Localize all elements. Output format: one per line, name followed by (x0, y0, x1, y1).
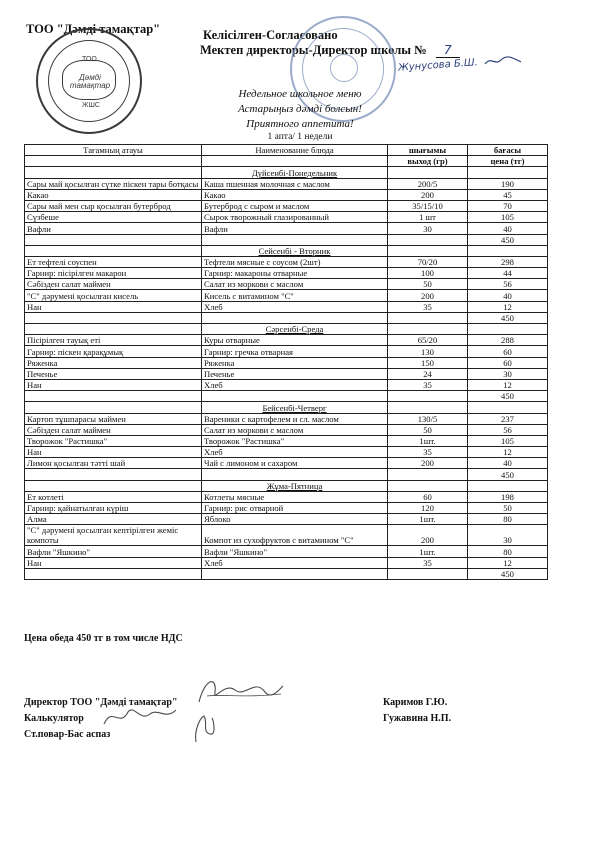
dish-kz: Гарнир: піскен қарақұмық (25, 346, 202, 357)
intro-line1: Недельное школьное меню (238, 88, 362, 100)
total-row (25, 312, 548, 323)
table-row (25, 346, 548, 357)
dish-price: 12 (468, 301, 548, 312)
dish-ru: Тефтели мясные с соусом (2шт) (202, 256, 388, 267)
table-row (25, 458, 548, 469)
dish-price: 44 (468, 268, 548, 279)
dish-kz: Какао (25, 189, 202, 200)
table-row (25, 212, 548, 223)
cook-signature (190, 712, 220, 751)
day-header-row (25, 167, 548, 178)
header-ru: Наименование блюда (202, 145, 388, 156)
dish-ru: Бутерброд с сыром и маслом (202, 200, 388, 211)
dish-ru: Вафли "Яшкино" (202, 546, 388, 557)
dish-ru: Гарнир: макароны отварные (202, 268, 388, 279)
dish-kz: "С" дәрумені қосылған кептірілген жеміс компоты (25, 525, 202, 546)
dish-ru: Чай с лимоном и сахаром (202, 458, 388, 469)
intro-line2: Астарыңыз дәмді болсын! (238, 103, 362, 115)
dish-ru: Хлеб (202, 379, 388, 390)
total-row (25, 234, 548, 245)
dish-ru: Хлеб (202, 447, 388, 458)
dish-ru: Печенье (202, 368, 388, 379)
table-header-row (25, 145, 548, 156)
dish-ru: Ряженка (202, 357, 388, 368)
dish-kz: Ет котлеті (25, 491, 202, 502)
day-header-row (25, 480, 548, 491)
dish-price: 30 (468, 525, 548, 546)
dish-price: 190 (468, 178, 548, 189)
stamp-text-bottom: ЖШС (82, 102, 100, 109)
header-price-kz: бағасы (468, 145, 548, 156)
table-row (25, 223, 548, 234)
dish-kz: Пісірілген тауық еті (25, 335, 202, 346)
table-row (25, 447, 548, 458)
dish-yield: 200 (388, 189, 468, 200)
dish-price: 40 (468, 223, 548, 234)
director-name: Каримов Г.Ю. (383, 697, 448, 708)
dish-price: 105 (468, 435, 548, 446)
price-note: Цена обеда 450 тг в том числе НДС (24, 633, 183, 644)
dish-yield: 130/5 (388, 413, 468, 424)
dish-yield: 50 (388, 279, 468, 290)
cook-label: Ст.повар-Бас аспаз (24, 729, 111, 740)
dish-price: 50 (468, 503, 548, 514)
table-row (25, 178, 548, 189)
header-kz: Тағамның атауы (25, 145, 202, 156)
dish-yield: 30 (388, 223, 468, 234)
dish-price: 30 (468, 368, 548, 379)
dish-ru: Гарнир: гречка отварная (202, 346, 388, 357)
dish-yield: 65/20 (388, 335, 468, 346)
school-number: 7 (436, 42, 460, 58)
dish-price: 45 (468, 189, 548, 200)
dish-price: 80 (468, 546, 548, 557)
dish-price: 80 (468, 514, 548, 525)
dish-ru: Вареники с картофелем и сл. маслом (202, 413, 388, 424)
dish-yield: 120 (388, 503, 468, 514)
dish-price: 298 (468, 256, 548, 267)
table-row (25, 424, 548, 435)
calculator-label: Калькулятор (24, 713, 84, 724)
dish-ru: Каша пшенная молочная с маслом (202, 178, 388, 189)
table-row (25, 514, 548, 525)
total-row (25, 391, 548, 402)
header-price-ru: цена (тг) (468, 156, 548, 167)
dish-price: 40 (468, 290, 548, 301)
dish-price: 105 (468, 212, 548, 223)
table-row (25, 357, 548, 368)
dish-kz: Сәбізден салат маймен (25, 424, 202, 435)
table-header-row-2 (25, 156, 548, 167)
dish-yield: 200 (388, 458, 468, 469)
day-name: Бейсенбі-Четверг (202, 402, 388, 413)
dish-yield: 24 (388, 368, 468, 379)
dish-yield: 50 (388, 424, 468, 435)
dish-ru: Гарнир: рис отварной (202, 503, 388, 514)
dish-yield: 1шт. (388, 435, 468, 446)
table-row (25, 368, 548, 379)
table-row (25, 189, 548, 200)
day-header-row (25, 324, 548, 335)
menu-table (24, 144, 548, 580)
dish-price: 288 (468, 335, 548, 346)
dish-ru: Яблоко (202, 514, 388, 525)
day-total: 450 (468, 568, 548, 579)
dish-price: 12 (468, 379, 548, 390)
dish-price: 12 (468, 447, 548, 458)
total-row (25, 568, 548, 579)
stamp-text-top: ТОО (82, 56, 97, 63)
approval-title: Келісілген-Согласовано (203, 28, 338, 42)
day-total: 450 (468, 391, 548, 402)
calculator-name: Гужавина Н.П. (383, 713, 452, 724)
dish-kz: Лимон қосылған тәтті шай (25, 458, 202, 469)
dish-kz: Гарнир: қайнатылған күріш (25, 503, 202, 514)
director-footer-signature (195, 672, 285, 717)
dish-kz: Ет тефтелі соуспен (25, 256, 202, 267)
day-total: 450 (468, 469, 548, 480)
dish-yield: 100 (388, 268, 468, 279)
dish-kz: Вафли "Яшкино" (25, 546, 202, 557)
dish-yield: 60 (388, 491, 468, 502)
dish-ru: Хлеб (202, 557, 388, 568)
dish-yield: 130 (388, 346, 468, 357)
director-label: Директор ТОО "Дәмді тамақтар" (24, 697, 178, 708)
table-row (25, 335, 548, 346)
dish-kz: Вафли (25, 223, 202, 234)
dish-kz: Печенье (25, 368, 202, 379)
dish-price: 237 (468, 413, 548, 424)
dish-kz: Картоп тұшпарасы маймен (25, 413, 202, 424)
dish-ru: Кисель с витамином "С" (202, 290, 388, 301)
table-row (25, 525, 548, 546)
table-row (25, 290, 548, 301)
day-total: 450 (468, 234, 548, 245)
dish-price: 40 (468, 458, 548, 469)
table-row (25, 379, 548, 390)
dish-price: 198 (468, 491, 548, 502)
dish-kz: Нан (25, 301, 202, 312)
director-line-label: Мектеп директоры-Директор школы № (200, 43, 427, 57)
dish-kz: Нан (25, 447, 202, 458)
dish-yield: 1шт. (388, 546, 468, 557)
dish-ru: Сырок творожный глазированный (202, 212, 388, 223)
dish-yield: 35 (388, 557, 468, 568)
dish-price: 70 (468, 200, 548, 211)
dish-price: 60 (468, 357, 548, 368)
table-row (25, 413, 548, 424)
stamp-text-mid: Дәмді тамақтар (69, 73, 111, 90)
dish-ru: Творожок "Растишка" (202, 435, 388, 446)
dish-kz: Сүзбеше (25, 212, 202, 223)
header-yield-ru: выход (гр) (388, 156, 468, 167)
dish-kz: Нан (25, 557, 202, 568)
dish-ru: Хлеб (202, 301, 388, 312)
table-row (25, 279, 548, 290)
dish-kz: Нан (25, 379, 202, 390)
table-row (25, 200, 548, 211)
dish-price: 60 (468, 346, 548, 357)
company-name: ТОО "Дәмді тамақтар" (26, 22, 161, 36)
dish-kz: Ряженка (25, 357, 202, 368)
dish-kz: Гарнир: пісірілген макарон (25, 268, 202, 279)
dish-yield: 1 шт (388, 212, 468, 223)
calculator-signature (100, 700, 180, 735)
dish-kz: Сәбізден салат маймен (25, 279, 202, 290)
dish-price: 56 (468, 279, 548, 290)
day-name: Дүйсенбі-Понедельник (202, 167, 388, 178)
dish-yield: 200 (388, 525, 468, 546)
table-row (25, 546, 548, 557)
dish-kz: "С" дәрумені қосылған кисель (25, 290, 202, 301)
table-row (25, 503, 548, 514)
day-name: Сәрсенбі-Среда (202, 324, 388, 335)
dish-yield: 35/15/10 (388, 200, 468, 211)
director-signature-name: Жунусова Б.Ш. (397, 57, 479, 74)
dish-ru: Салат из моркови с маслом (202, 424, 388, 435)
table-row (25, 435, 548, 446)
dish-yield: 200/5 (388, 178, 468, 189)
week-label: 1 апта/ 1 недели (267, 132, 333, 142)
table-row (25, 491, 548, 502)
dish-price: 56 (468, 424, 548, 435)
total-row (25, 469, 548, 480)
emblem-icon (330, 54, 358, 82)
header-yield-kz: шығымы (388, 145, 468, 156)
dish-yield: 200 (388, 290, 468, 301)
company-stamp (36, 28, 142, 134)
day-header-row (25, 245, 548, 256)
table-row (25, 256, 548, 267)
dish-ru: Какао (202, 189, 388, 200)
dish-ru: Вафли (202, 223, 388, 234)
dish-yield: 35 (388, 447, 468, 458)
dish-price: 12 (468, 557, 548, 568)
dish-kz: Сары май мен сыр қосылған бутерброд (25, 200, 202, 211)
dish-yield: 70/20 (388, 256, 468, 267)
dish-kz: Сары май қосылған сүтке піскен тары ботқасы (25, 178, 202, 189)
table-row (25, 268, 548, 279)
dish-yield: 35 (388, 301, 468, 312)
dish-ru: Компот из сухофруктов с витамином "С" (202, 525, 388, 546)
dish-ru: Салат из моркови с маслом (202, 279, 388, 290)
day-name: Сейсенбі - Вторник (202, 245, 388, 256)
day-total: 450 (468, 312, 548, 323)
dish-ru: Котлеты мясные (202, 491, 388, 502)
intro-line3: Приятного аппетита! (246, 118, 354, 130)
dish-kz: Творожок "Растишка" (25, 435, 202, 446)
dish-yield: 1шт. (388, 514, 468, 525)
day-name: Жұма-Пятница (202, 480, 388, 491)
day-header-row (25, 402, 548, 413)
dish-yield: 35 (388, 379, 468, 390)
dish-ru: Куры отварные (202, 335, 388, 346)
dish-kz: Алма (25, 514, 202, 525)
table-row (25, 557, 548, 568)
director-signature (483, 54, 523, 68)
dish-yield: 150 (388, 357, 468, 368)
table-row (25, 301, 548, 312)
